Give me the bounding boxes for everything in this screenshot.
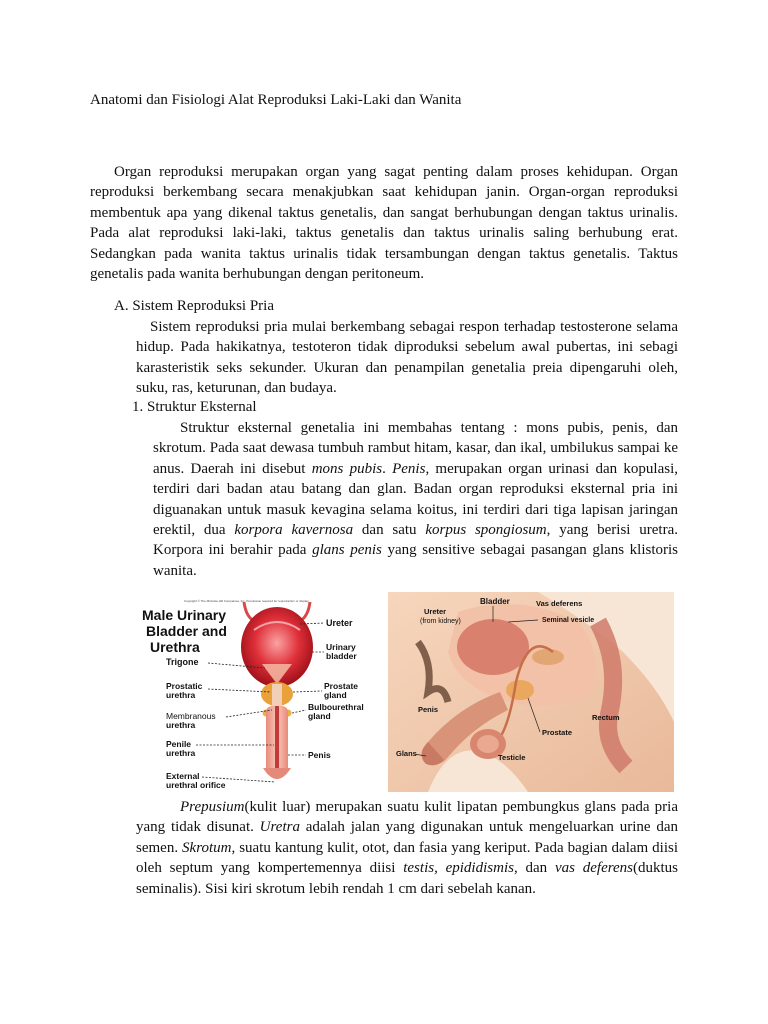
left-title-line-3: Urethra <box>150 639 200 655</box>
label-membranous-urethra-1: Membranous <box>166 711 216 721</box>
figure-copyright: Copyright © The McGraw-Hill Companies, Inc. Permission required for reproduction or display. <box>184 599 310 603</box>
label-bladder: Bladder <box>480 597 510 606</box>
bladder-shape <box>457 619 529 675</box>
page-title: Anatomi dan Fisiologi Alat Reproduksi Laki-Laki dan Wanita <box>90 92 462 108</box>
left-title-line-1: Male Urinary <box>142 607 227 623</box>
label-ureter-right-2: (from kidney) <box>420 618 461 625</box>
prostate-shape <box>506 680 534 700</box>
label-testicle: Testicle <box>498 753 526 762</box>
label-urinary-bladder-2: bladder <box>326 651 357 661</box>
intro-paragraph: Organ reproduksi merupakan organ yang sagat penting dalam proses kehidupan. Organ reproduksi berkembang secara menakjubkan saat kehidupan janin. Organ-organ reproduksi membentuk apa yang dikenal taktus genetalis, dan sangat berhubungan dengan taktus urinalis. Pada alat reproduksi laki-laki, taktus genetalis dan taktus urinalis saling berhubung erat. Sedangkan pada wanita taktus urinalis tidak tersambungan dengan taktus genetalis. Taktus genetalis pada wanita berhubungan dengan peritoneum. <box>90 164 678 283</box>
label-prostatic-urethra-1: Prostatic <box>166 681 203 691</box>
bladder-urethra-diagram <box>138 592 386 792</box>
label-bulbourethral-gland-2: gland <box>308 711 331 721</box>
label-prostate-gland-1: Prostate <box>324 681 359 691</box>
label-penis-right: Penis <box>418 705 439 714</box>
label-membranous-urethra-2: urethra <box>166 720 196 730</box>
label-ureter: Ureter <box>326 618 353 628</box>
label-penile-urethra-1: Penile <box>166 739 192 749</box>
label-external-orifice-2: urethral orifice <box>166 780 226 790</box>
label-vas-deferens: Vas deferens <box>536 599 583 608</box>
label-seminal-vesicle: Seminal vesicle <box>542 617 595 624</box>
label-bulbourethral-gland-1: Bulbourethral <box>308 702 364 712</box>
label-urinary-bladder-1: Urinary <box>326 642 356 652</box>
subsection-1-paragraph: Struktur eksternal genetalia ini membahas tentang : mons pubis, penis, dan skrotum. Pada saat dewasa tumbuh rambut hitam, kasar, dan ikal, umbilukus sampai ke anus. Daerah ini disebut mons pubis. Penis, merupakan organ urinasi dan kopulasi, terdiri dari badan atau batang dan glan. Badan organ reproduksi eksternal pria ini diguanakan untuk masuk kevagina selama koitus, ini terdiri dari tiga lapisan jaringan erektil, dua korpora kavernosa dan satu korpus spongiosum, yang berisi uretra. Korpora ini berahir pada glans penis yang sensitive sebagai pasangan glans klistoris wanita. <box>153 420 679 579</box>
sagittal-section-diagram <box>388 592 674 792</box>
label-penile-urethra-2: urethra <box>166 748 196 758</box>
section-a-paragraph: Sistem reproduksi pria mulai berkembang sebagai respon terhadap testosterone selama hidup. Pada hakikatnya, testoteron tidak diproduksi sebelum awal pubertas, ini sebagi karasteristik seks sekunder. Ukuran dan penampilan genetalia preia dipengaruhi oleh, suku, ras, keturunan, dan budaya. <box>136 319 678 397</box>
section-a-heading: A. Sistem Reproduksi Pria <box>114 298 274 314</box>
left-title-line-2: Bladder and <box>146 623 227 639</box>
label-rectum: Rectum <box>592 713 620 722</box>
anatomy-figure <box>138 592 674 792</box>
label-trigone: Trigone <box>166 657 199 667</box>
glans-shape <box>263 768 291 779</box>
subsection-1-heading: 1. Struktur Eksternal <box>132 399 257 415</box>
label-prostate-right: Prostate <box>542 728 573 737</box>
label-prostatic-urethra-2: urethra <box>166 690 196 700</box>
label-ureter-right-1: Ureter <box>424 607 447 616</box>
label-glans: Glans <box>396 749 417 758</box>
label-penis: Penis <box>308 750 331 760</box>
label-external-orifice-1: External <box>166 771 200 781</box>
prepusium-paragraph: Prepusium(kulit luar) merupakan suatu kulit lipatan pembungkus glans pada pria yang tidak disunat. Uretra adalah jalan yang digunakan untuk mengeluarkan urine dan semen. Skrotum, suatu kantung kulit, otot, dan fasia yang keriput. Pada bagian dalam diisi oleh septum yang kompertemennya diisi testis, epididismis, dan vas deferens(duktus seminalis). Sisi kiri skrotum lebih rendah 1 cm dari sebelah kanan. <box>136 799 678 897</box>
label-prostate-gland-2: gland <box>324 690 347 700</box>
